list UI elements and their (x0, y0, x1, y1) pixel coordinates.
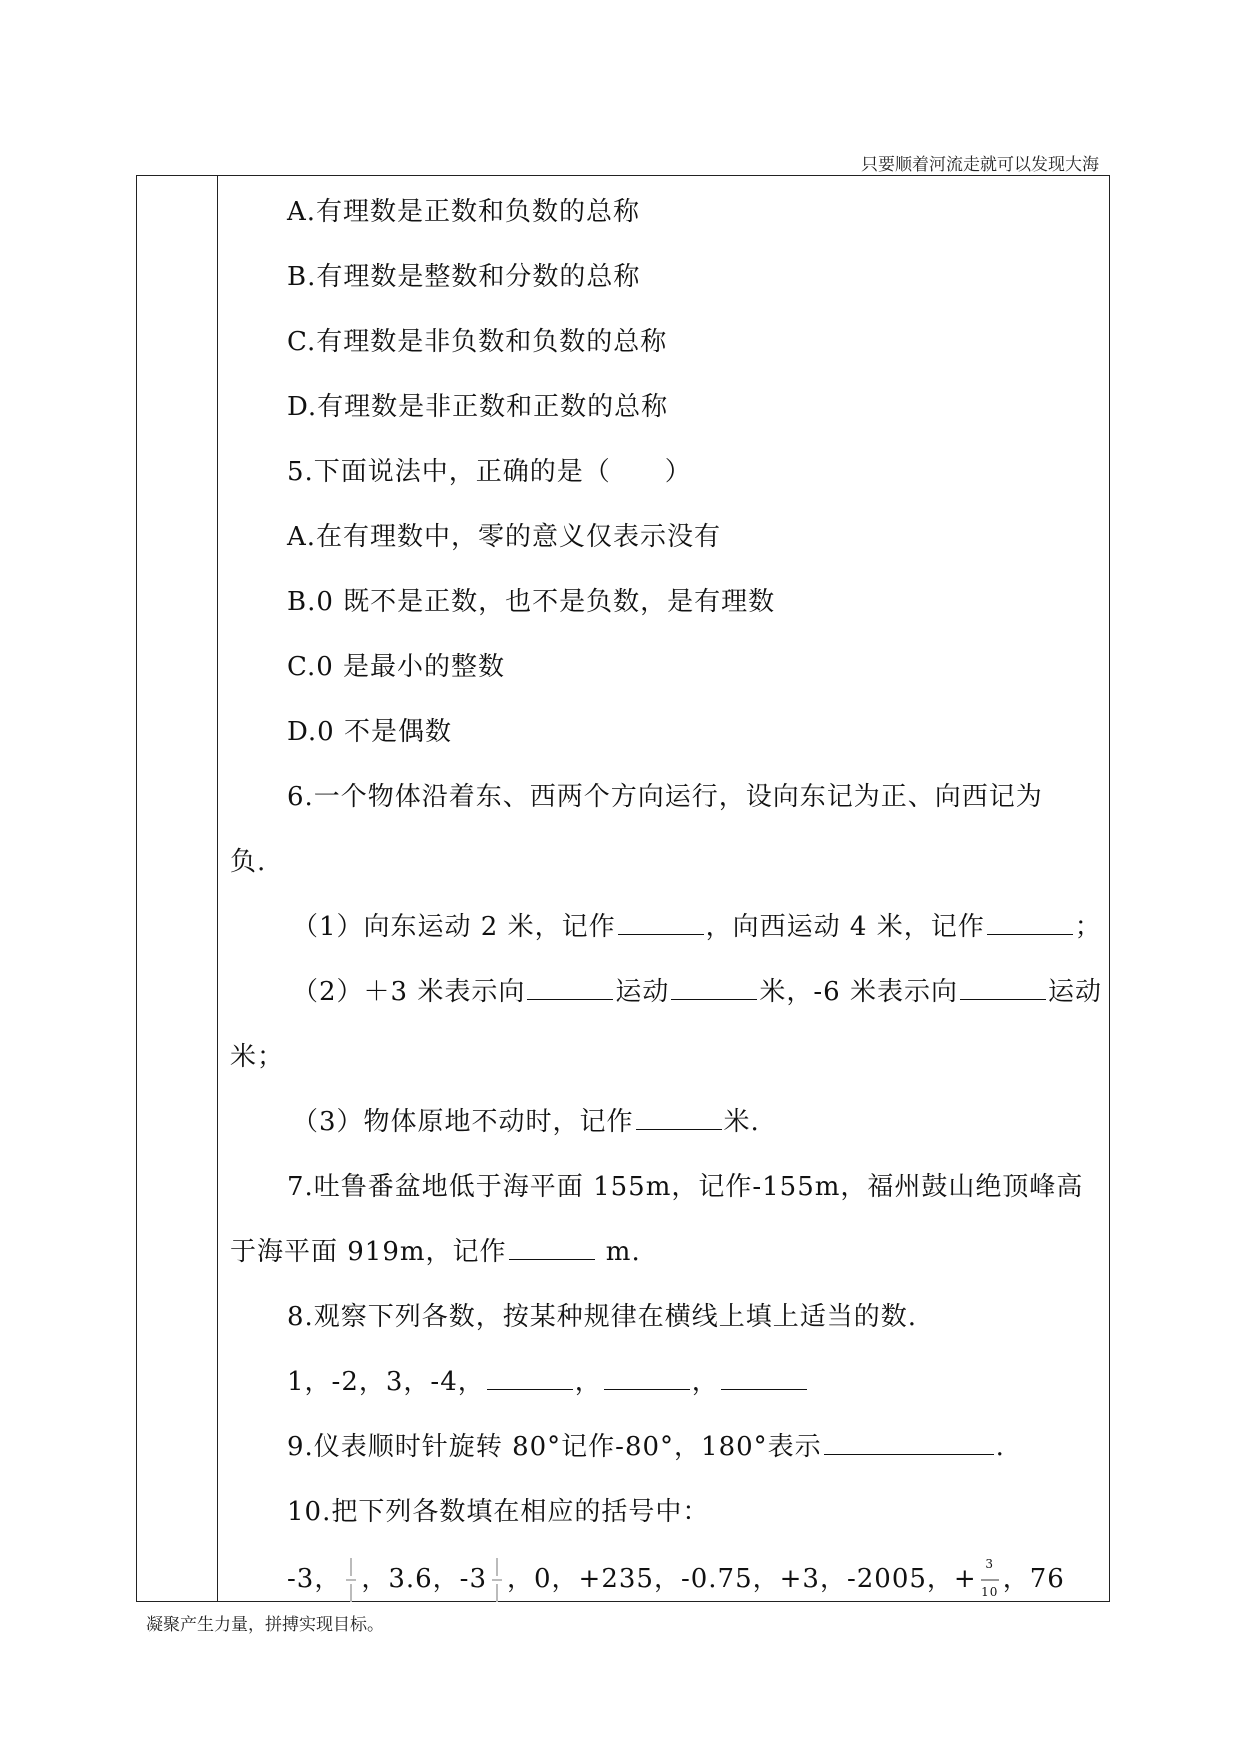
q6-part3-text-b: 米. (723, 1107, 760, 1137)
answer-blank[interactable] (618, 908, 704, 935)
answer-blank[interactable] (960, 973, 1046, 1000)
worksheet-content (230, 190, 1105, 1620)
question-8: 8.观察下列各数，按某种规律在横线上填上适当的数. (287, 1302, 918, 1332)
header-motto: 只要顺着河流走就可以发现大海 (861, 155, 1099, 175)
question-7: 7.吐鲁番盆地低于海平面 155m，记作-155m，福州鼓山绝顶峰高 (287, 1172, 1084, 1202)
question-6: 6.一个物体沿着东、西两个方向运行，设向东记为正、向西记为 (287, 782, 1043, 812)
option-4d: D.有理数是非正数和正数的总称 (287, 392, 669, 422)
q6-part1-text-a: （1）向东运动 2 米，记作 (292, 912, 616, 942)
column-divider (217, 175, 218, 1602)
fraction-numerator: 3 (985, 1557, 995, 1571)
q8-sep: ， (574, 1367, 602, 1397)
option-5c: C.0 是最小的整数 (287, 652, 506, 682)
q6-part2-text-b: 运动 (615, 977, 670, 1007)
question-6-part2 (230, 970, 1105, 1035)
option-4a: A.有理数是正数和负数的总称 (287, 197, 641, 227)
question-7-cont (230, 1230, 1105, 1295)
q8-seq-text: 1，-2，3，-4， (287, 1367, 485, 1397)
footer-slogan: 凝聚产生力量，拼搏实现目标。 (146, 1615, 384, 1635)
q7-text-a: 于海平面 919m，记作 (230, 1237, 507, 1267)
question-8-sequence (230, 1360, 1105, 1425)
answer-blank[interactable] (527, 973, 613, 1000)
q6-part1-text-c: ； (1074, 912, 1102, 942)
fraction-glyph (491, 1556, 503, 1604)
option-5d: D.0 不是偶数 (287, 717, 452, 747)
fraction-three-tenths (979, 1556, 1001, 1604)
option-5a: A.在有理数中，零的意义仅表示没有 (287, 522, 722, 552)
q6-part2-text-a: （2）＋3 米表示向 (292, 977, 526, 1007)
question-6-cont: 负. (230, 847, 267, 877)
q6-part1-text-b: ，向西运动 4 米，记作 (705, 912, 985, 942)
q6-part2-text-c: 米，-6 米表示向 (759, 977, 958, 1007)
question-6-part2-cont: 米； (230, 1042, 285, 1072)
q9-text-b: . (995, 1432, 1005, 1462)
question-6-part3 (230, 1100, 1105, 1165)
answer-blank[interactable] (987, 908, 1073, 935)
answer-blank[interactable] (487, 1363, 573, 1390)
question-10: 10.把下列各数填在相应的括号中： (287, 1497, 710, 1527)
answer-blank[interactable] (824, 1428, 994, 1455)
q6-part3-text-a: （3）物体原地不动时，记作 (292, 1107, 634, 1137)
option-4b: B.有理数是整数和分数的总称 (287, 262, 641, 292)
answer-blank[interactable] (671, 973, 757, 1000)
q9-text-a: 9.仪表顺时针旋转 80°记作-80°，180°表示 (287, 1432, 822, 1462)
question-5: 5.下面说法中，正确的是（ ） (287, 457, 692, 487)
q10-num-text-1: -3， (287, 1564, 342, 1594)
q7-text-b: m. (596, 1237, 641, 1267)
answer-blank[interactable] (604, 1363, 690, 1390)
answer-blank[interactable] (509, 1233, 595, 1260)
question-6-part1 (230, 905, 1105, 970)
option-4c: C.有理数是非负数和负数的总称 (287, 327, 668, 357)
q6-part2-text-d: 运动 (1047, 977, 1102, 1007)
q10-num-text-2: ，3.6，-3 (361, 1564, 488, 1594)
q10-num-text-3: ，0，+235，-0.75，+3，-2005，+ (507, 1564, 977, 1594)
q8-sep: ， (691, 1367, 719, 1397)
option-5b: B.0 既不是正数，也不是负数，是有理数 (287, 587, 776, 617)
q10-num-text-4: ，76 (1002, 1564, 1065, 1594)
answer-blank[interactable] (721, 1363, 807, 1390)
fraction-denominator: 10 (981, 1585, 999, 1599)
fraction-glyph (345, 1556, 357, 1604)
answer-blank[interactable] (636, 1103, 722, 1130)
question-9 (230, 1425, 1105, 1490)
